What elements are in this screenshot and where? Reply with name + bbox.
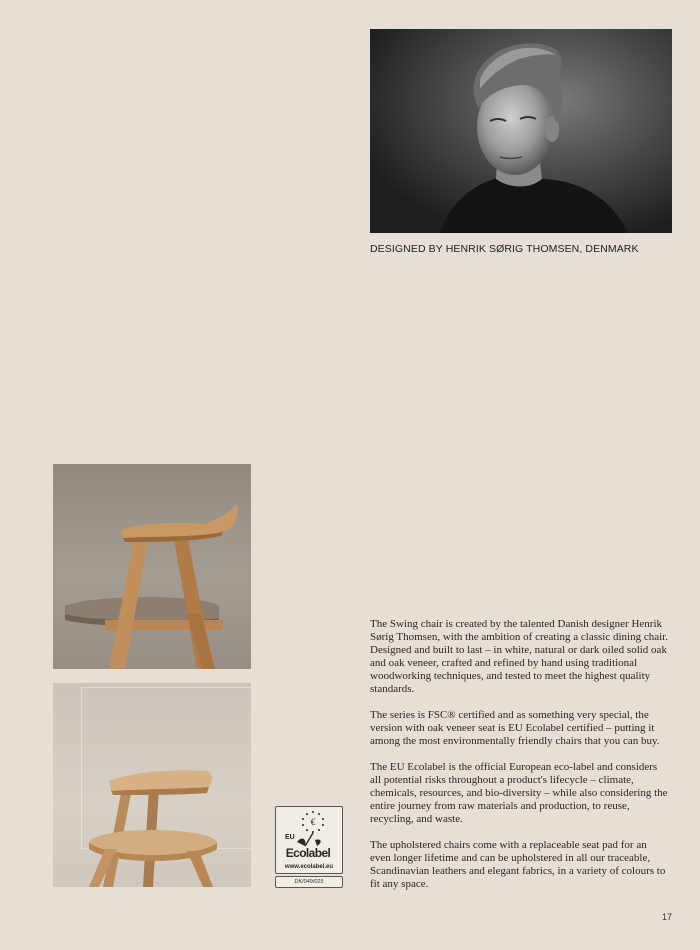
- portrait-illustration: [370, 29, 672, 233]
- ecolabel-eu-text: EU: [285, 834, 295, 841]
- body-paragraph-4: The upholstered chairs come with a replaceable seat pad for an even longer lifetime and can be upholstered in all our traceable, Scandinavian leathers and elegant fabrics, in a variety of colours to fit any space.: [370, 839, 666, 890]
- body-copy: [370, 618, 670, 904]
- body-paragraph-2: The series is FSC® certified and as something very special, the version with oak veneer seat is EU Ecolabel certified – putting it among the most environmentally friendly chairs that you can buy.: [370, 709, 660, 747]
- body-paragraph-1: The Swing chair is created by the talented Danish designer Henrik Sørig Thomsen, with the ambition of creating a classic dining chair. Designed and built to last – in white, natural or dark oiled solid oak and oak veneer, crafted and refined by hand using traditional woodworking techniques, and tested to meet the highest quality standards.: [370, 618, 668, 695]
- ecolabel-registration: DK/049/025: [275, 876, 343, 888]
- eu-ecolabel-badge: [275, 806, 343, 888]
- chair-illustration-2: [53, 683, 251, 887]
- ecolabel-url: www.ecolabel.eu: [284, 864, 334, 870]
- chair-illustration-1: [53, 464, 251, 669]
- ecolabel-name: Ecolabel: [285, 846, 331, 860]
- page-number: 17: [661, 912, 672, 922]
- designer-caption: DESIGNED BY HENRIK SØRIG THOMSEN, DENMARK: [370, 243, 639, 255]
- body-paragraph-3: The EU Ecolabel is the official European eco-label and considers all potential risks throughout a product's lifecycle – climate, chemicals, resources, and bio-diversity – while also considering the entire journey from raw materials and production, to reuse, recycling, and waste.: [370, 761, 668, 825]
- designer-portrait-photo: [370, 29, 672, 233]
- svg-text:€: €: [310, 817, 316, 827]
- chair-photo-upholstered: [53, 464, 251, 669]
- chair-photo-veneer: [53, 683, 251, 887]
